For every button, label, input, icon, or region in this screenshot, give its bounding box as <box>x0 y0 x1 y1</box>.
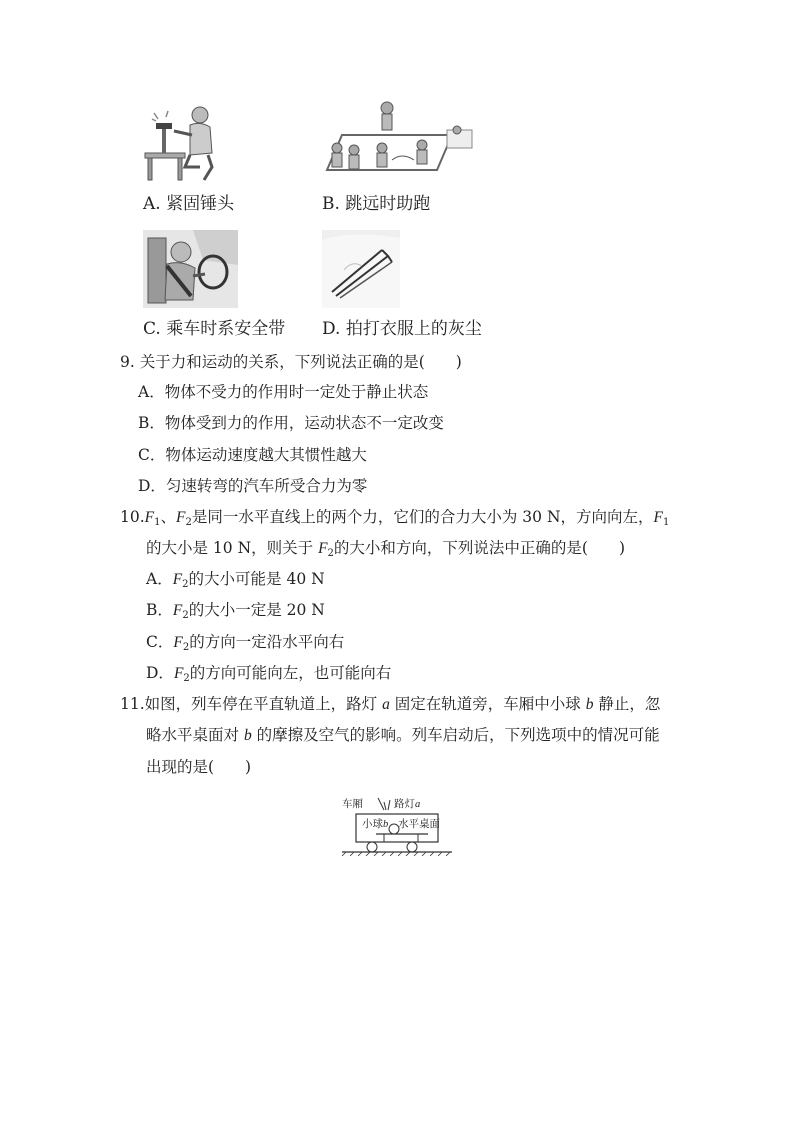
table-label: 水平桌面 <box>398 818 440 830</box>
option-text: 的方向一定沿水平向右 <box>189 633 345 651</box>
image-b-caption: B. 跳远时助跑 <box>322 194 431 214</box>
text: 的摩擦及空气的影响。列车启动后，下列选项中的情况可能 <box>251 726 660 744</box>
option-text: 的方向可能向左，也可能向右 <box>189 664 392 682</box>
q10-option-b <box>146 603 325 621</box>
force-f: F <box>172 602 183 619</box>
q11-line-3: 出现的是( ) <box>146 758 252 776</box>
q9-option-a: A．物体不受力的作用时一定处于静止状态 <box>138 383 429 401</box>
ball-label <box>362 816 388 831</box>
q11-number: 11. <box>120 695 145 713</box>
force-f: F <box>172 571 183 588</box>
force-f: F <box>653 509 663 526</box>
var-b: b <box>585 696 594 713</box>
subscript: 1 <box>154 517 161 528</box>
force-f: F <box>173 634 183 651</box>
image-a-hammer <box>140 105 220 185</box>
subscript: 2 <box>182 610 189 621</box>
beating-clothes-dust-illustration-icon <box>322 230 400 308</box>
long-jump-run-up-illustration-icon <box>322 100 474 185</box>
image-c-seatbelt <box>143 230 238 308</box>
seat-belt-illustration-icon <box>143 230 238 308</box>
q10-option-a <box>146 572 325 590</box>
ball-var: b <box>383 819 389 830</box>
text: 的大小是 10 N，则关于 <box>146 539 319 557</box>
var-b: b <box>243 727 252 744</box>
q10-line-1 <box>120 510 669 528</box>
train-diagram <box>340 794 455 856</box>
q9-option-b: B．物体受到力的作用，运动状态不一定改变 <box>138 414 444 432</box>
image-d-caption: D. 拍打衣服上的灰尘 <box>322 319 482 339</box>
text: 静止，忽 <box>593 695 661 713</box>
text: 固定在轨道旁，车厢中小球 <box>389 695 586 713</box>
option-text: 的大小一定是 20 N <box>188 601 325 619</box>
ball-label-text: 小球 <box>362 818 383 830</box>
car-label: 车厢 <box>342 798 363 810</box>
option-text: 的大小可能是 40 N <box>188 570 325 588</box>
option-letter: C． <box>146 633 174 651</box>
force-f: F <box>318 540 328 557</box>
lamp-var: a <box>415 799 421 810</box>
q9-option-d: D．匀速转弯的汽车所受合力为零 <box>138 477 368 495</box>
hammer-tightening-illustration-icon <box>140 105 220 185</box>
lamp-label <box>394 796 420 811</box>
text: 的大小和方向，下列说法中正确的是( ) <box>333 539 626 557</box>
force-f: F <box>176 509 186 526</box>
q10-option-d <box>146 666 391 684</box>
subscript: 2 <box>183 673 190 684</box>
var-a: a <box>382 696 390 713</box>
q9-option-c: C．物体运动速度越大其惯性越大 <box>138 446 367 464</box>
text: 如图，列车停在平直轨道上，路灯 <box>144 695 383 713</box>
q11-line-1 <box>120 697 660 713</box>
subscript: 1 <box>662 517 670 528</box>
image-d-beating-dust <box>322 230 400 308</box>
q11-line-2 <box>146 728 660 744</box>
image-b-long-jump <box>322 100 474 185</box>
lamp-label-text: 路灯 <box>394 798 415 810</box>
subscript: 2 <box>182 579 189 590</box>
image-c-caption: C. 乘车时系安全带 <box>143 319 286 339</box>
subscript: 2 <box>185 517 192 528</box>
q10-line-2 <box>146 541 625 559</box>
text: 略水平桌面对 <box>146 726 244 744</box>
subscript: 2 <box>327 548 334 559</box>
image-a-caption: A. 紧固锤头 <box>143 194 235 214</box>
option-letter: D． <box>146 664 174 682</box>
option-letter: B． <box>146 601 173 619</box>
text: 、 <box>160 508 177 526</box>
force-f: F <box>173 665 184 682</box>
option-letter: A． <box>146 570 173 588</box>
q10-number: 10. <box>120 508 145 526</box>
force-f: F <box>144 509 155 526</box>
q10-option-c <box>146 635 344 653</box>
subscript: 2 <box>182 642 190 653</box>
text: 是同一水平直线上的两个力，它们的合力大小为 30 N，方向向左， <box>191 508 654 526</box>
q9-stem: 9. 关于力和运动的关系，下列说法正确的是( ) <box>120 353 462 371</box>
